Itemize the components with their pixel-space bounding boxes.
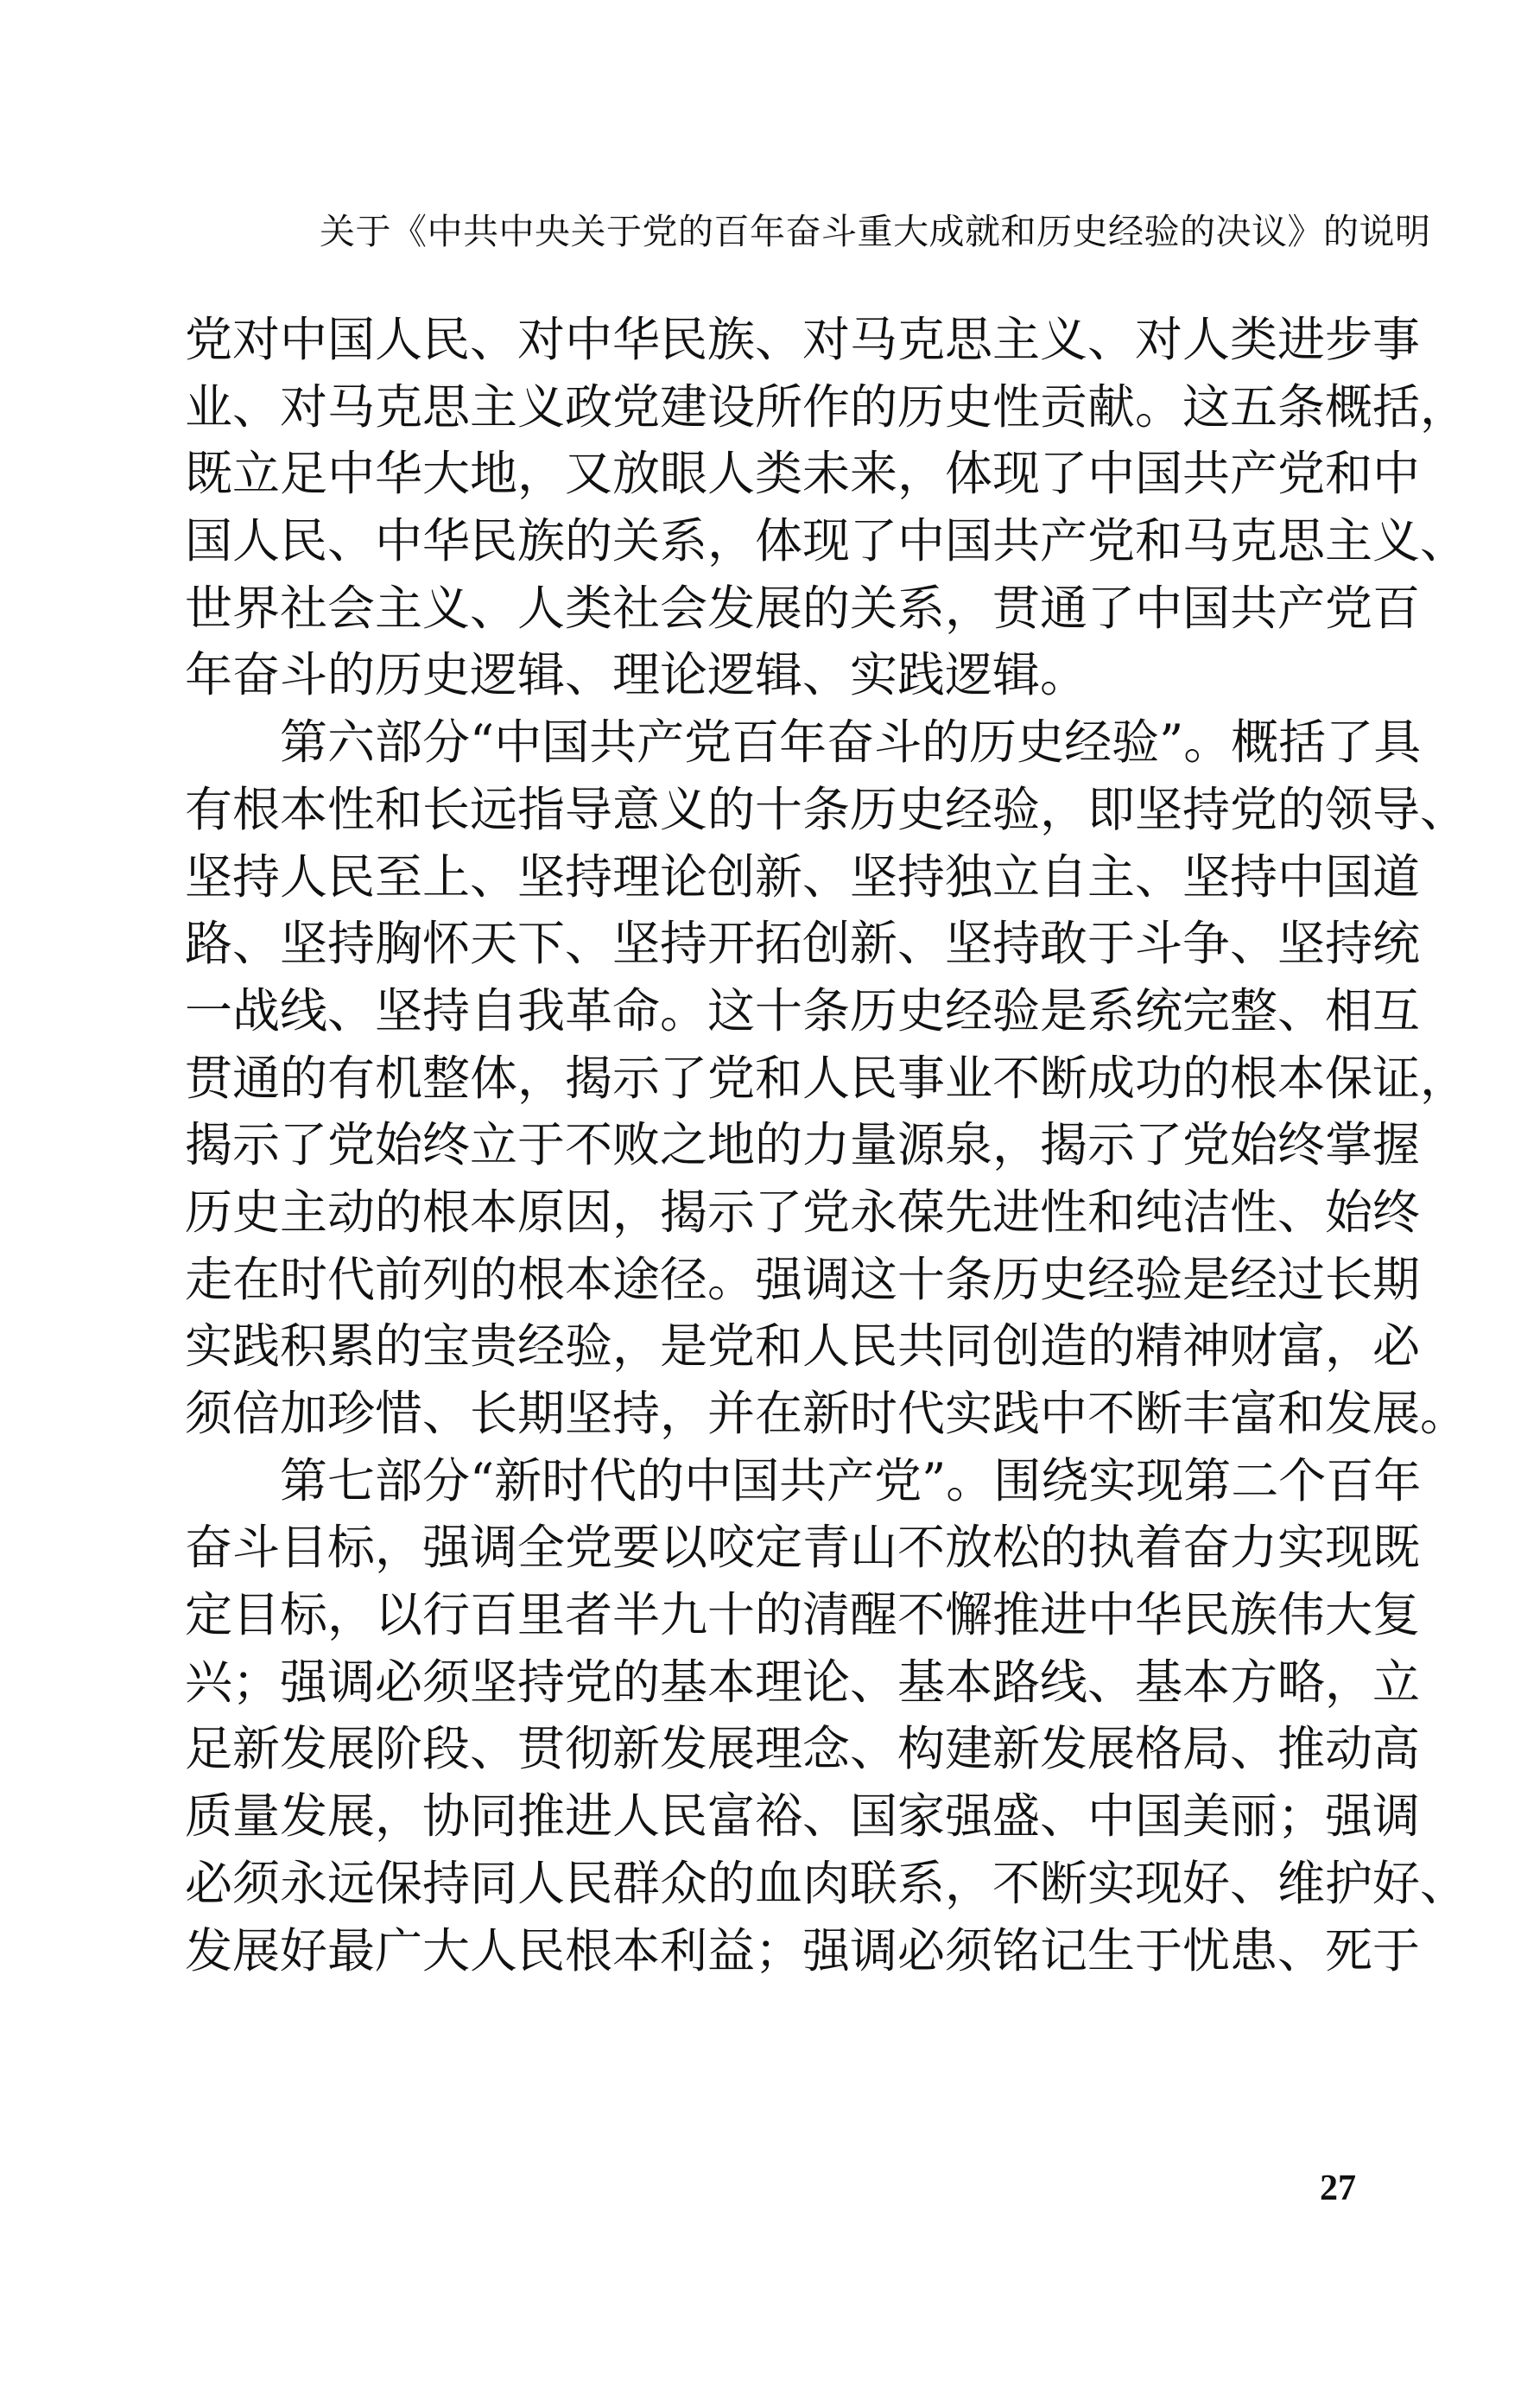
body-text xyxy=(185,307,1468,1984)
text-line: 质量发展，协同推进人民富裕、国家强盛、中国美丽；强调 xyxy=(185,1788,1421,1845)
text-line: 须倍加珍惜、长期坚持，并在新时代实践中不断丰富和发展。 xyxy=(185,1386,1468,1441)
text-line: 走在时代前列的根本途径。强调这十条历史经验是经过长期 xyxy=(185,1251,1421,1307)
text-line: 业、对马克思主义政党建设所作的历史性贡献。这五条概括， xyxy=(185,378,1468,435)
text-line: 历史主动的根本原因，揭示了党永葆先进性和纯洁性、始终 xyxy=(185,1184,1421,1240)
text-line: 奋斗目标，强调全党要以咬定青山不放松的执着奋力实现既 xyxy=(185,1520,1421,1576)
paragraph-start-line: 第七部分“新时代的中国共产党”。围绕实现第二个百年 xyxy=(280,1452,1422,1508)
text-line: 世界社会主义、人类社会发展的关系，贯通了中国共产党百 xyxy=(185,580,1421,636)
page-number: 27 xyxy=(1320,2169,1356,2208)
text-line: 揭示了党始终立于不败之地的力量源泉，揭示了党始终掌握 xyxy=(185,1117,1421,1173)
text-line: 国人民、中华民族的关系，体现了中国共产党和马克思主义、 xyxy=(185,513,1468,569)
text-line: 坚持人民至上、坚持理论创新、坚持独立自主、坚持中国道 xyxy=(185,848,1421,905)
text-line: 党对中国人民、对中华民族、对马克思主义、对人类进步事 xyxy=(185,312,1421,367)
text-line: 贯通的有机整体，揭示了党和人民事业不断成功的根本保证， xyxy=(185,1050,1468,1106)
text-line: 定目标，以行百里者半九十的清醒不懈推进中华民族伟大复 xyxy=(185,1587,1421,1643)
text-line: 必须永远保持同人民群众的血肉联系，不断实现好、维护好、 xyxy=(185,1855,1468,1911)
text-line: 一战线、坚持自我革命。这十条历史经验是系统完整、相互 xyxy=(185,982,1421,1038)
text-line: 既立足中华大地，又放眼人类未来，体现了中国共产党和中 xyxy=(185,446,1421,502)
text-line: 路、坚持胸怀天下、坚持开拓创新、坚持敢于斗争、坚持统 xyxy=(185,916,1421,972)
text-line: 发展好最广大人民根本利益；强调必须铭记生于忧患、死于 xyxy=(185,1922,1421,1978)
text-line: 足新发展阶段、贯彻新发展理念、构建新发展格局、推动高 xyxy=(185,1721,1421,1777)
running-header: 关于《中共中央关于党的百年奋斗重大成就和历史经验的决议》的说明 xyxy=(320,211,1431,252)
text-line: 年奋斗的历史逻辑、理论逻辑、实践逻辑。 xyxy=(185,647,1088,703)
paragraph-start-line: 第六部分“中国共产党百年奋斗的历史经验”。概括了具 xyxy=(280,714,1422,771)
text-line: 兴；强调必须坚持党的基本理论、基本路线、基本方略，立 xyxy=(185,1654,1421,1710)
text-line: 实践积累的宝贵经验，是党和人民共同创造的精神财富，必 xyxy=(185,1318,1421,1375)
text-line: 有根本性和长远指导意义的十条历史经验，即坚持党的领导、 xyxy=(185,781,1468,837)
